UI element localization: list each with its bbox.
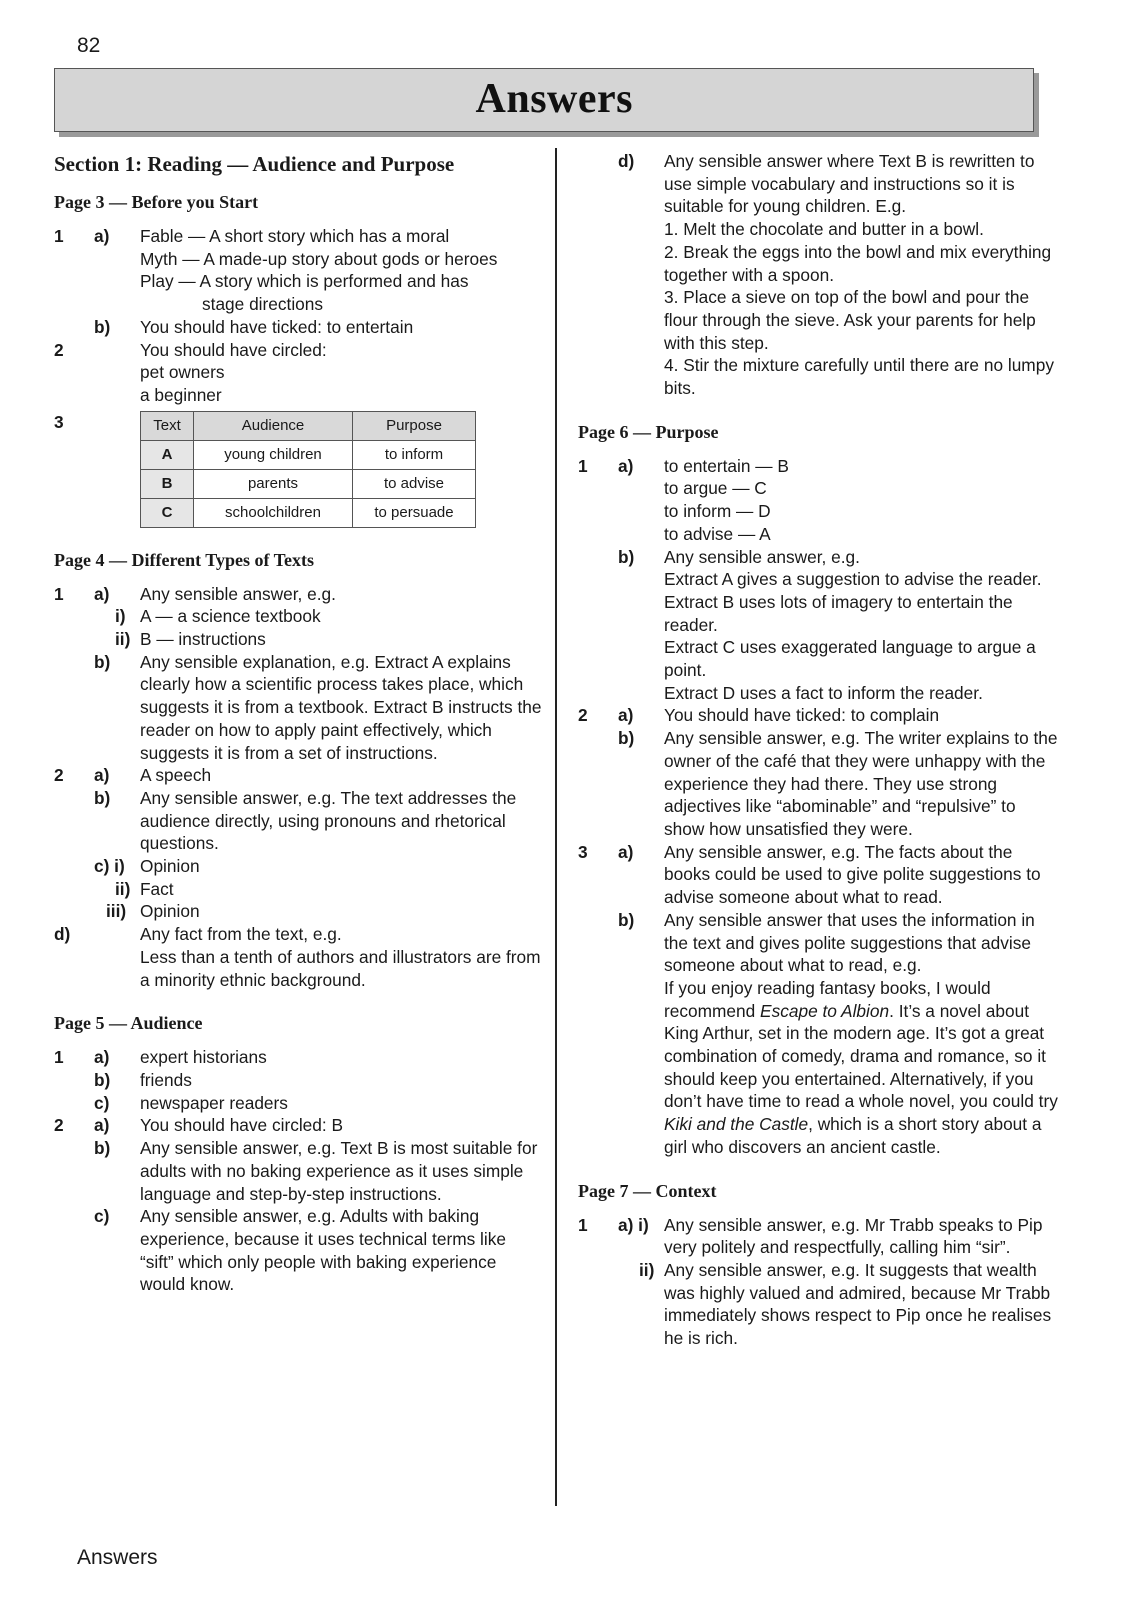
p5-q2b — [54, 1137, 544, 1205]
question-number: 1 — [54, 583, 64, 604]
question-number: 1 — [54, 1047, 64, 1068]
part-label: a) — [94, 765, 110, 786]
question-number: 2 — [54, 765, 64, 786]
table-row — [141, 469, 476, 498]
page7-heading: Page 7 — Context — [578, 1180, 717, 1201]
answer-text: newspaper readers — [140, 1092, 288, 1113]
part-label: b) — [94, 787, 111, 808]
answers-banner — [54, 68, 1034, 132]
p4-q1a — [54, 583, 544, 606]
p6-q1a — [578, 455, 1058, 546]
book-title: Kiki and the Castle — [664, 1114, 809, 1135]
answer-line: You should have circled: — [140, 339, 327, 360]
answer-line: Extract D uses a fact to inform the reader. — [664, 682, 983, 703]
part-label: ii) — [115, 878, 131, 899]
part-label: a) — [618, 455, 634, 476]
table-cell: to persuade — [353, 498, 476, 527]
table-header: Text — [141, 411, 194, 440]
part-label: i) — [115, 606, 126, 627]
footer-label: Answers — [77, 1546, 158, 1569]
table-header-row — [141, 411, 476, 440]
part-label: a) i) — [618, 1214, 649, 1235]
table-cell: C — [141, 498, 194, 527]
p3-q1b — [54, 316, 544, 339]
table-cell: young children — [194, 440, 353, 469]
banner-title: Answers — [475, 76, 633, 122]
part-label: d) — [618, 151, 635, 171]
section-title: Section 1: Reading — Audience and Purpose — [54, 152, 455, 176]
table-header: Purpose — [353, 411, 476, 440]
answer-text: Any sensible answer where Text B is rewritten to use simple vocabulary and instructions so it is suitable for young children. E.g. — [664, 151, 1035, 217]
p4-q2a — [54, 764, 544, 787]
answer-line: 4. Stir the mixture carefully until there are no lumpy bits. — [664, 355, 1054, 399]
p5-q2c — [54, 1205, 544, 1296]
answer-line: to argue — C — [664, 478, 767, 499]
question-number: 3 — [54, 411, 64, 432]
answer-text: Fact — [140, 878, 174, 899]
column-divider — [555, 148, 557, 1506]
answer-line: to inform — D — [664, 501, 771, 522]
question-number: 2 — [54, 339, 64, 360]
p7-q1aii — [578, 1259, 1058, 1350]
part-label: b) — [618, 909, 635, 930]
part-label: c) i) — [94, 856, 125, 877]
p3-q1a — [54, 225, 544, 316]
p6-q2b — [578, 727, 1058, 841]
question-number: 1 — [578, 455, 588, 476]
p3-q3 — [54, 411, 544, 528]
page6-heading: Page 6 — Purpose — [578, 421, 719, 442]
part-label: b) — [618, 728, 635, 749]
p4-q2cii — [54, 878, 544, 901]
table-cell: schoolchildren — [194, 498, 353, 527]
table-cell: to inform — [353, 440, 476, 469]
answer-line: a beginner — [140, 384, 222, 405]
answer-line: Any fact from the text, e.g. — [140, 924, 342, 945]
p7-q1ai — [578, 1214, 1058, 1259]
answer-line: to advise — A — [664, 523, 771, 544]
audience-purpose-table — [140, 411, 476, 528]
part-label: c) — [94, 1206, 110, 1227]
answer-text: A — a science textbook — [140, 606, 321, 627]
answer-line: pet owners — [140, 362, 225, 383]
answer-text: Any sensible answer, e.g. Mr Trabb speaks to Pip very politely and respectfully, calling him “sir”. — [664, 1214, 1043, 1258]
part-label: b) — [618, 546, 635, 567]
question-number: 1 — [54, 226, 64, 246]
book-title: Escape to Albion — [760, 1000, 890, 1021]
answer-line: Play — A story which is performed and has — [140, 271, 469, 292]
answer-line: Extract A gives a suggestion to advise the reader. — [664, 569, 1042, 590]
table-cell: B — [141, 469, 194, 498]
answer-text: You should have ticked: to entertain — [140, 316, 414, 337]
p4-q1ai — [54, 605, 544, 628]
answer-text: B — instructions — [140, 629, 266, 650]
answer-text: Any sensible answer, e.g. The text addresses the audience directly, using pronouns and rhetorical questions. — [140, 787, 517, 854]
part-label: b) — [94, 651, 111, 672]
answer-line: Extract B uses lots of imagery to entertain the reader. — [664, 591, 1013, 635]
answer-line: 1. Melt the chocolate and butter in a bowl. — [664, 219, 984, 240]
answer-text: You should have circled: B — [140, 1115, 344, 1136]
p4-q1aii — [54, 628, 544, 651]
answer-line: stage directions — [202, 294, 324, 315]
p4-q2ci — [54, 855, 544, 878]
page4-heading: Page 4 — Different Types of Texts — [54, 549, 314, 570]
answer-text: Any sensible answer that uses the information in the text and gives polite suggestions that advise someone about what to read, e.g. — [664, 909, 1035, 976]
p6-q3b — [578, 909, 1058, 1159]
left-column — [54, 150, 544, 1296]
p5-q1c — [54, 1092, 544, 1115]
part-label: a) — [94, 1047, 110, 1068]
table-row — [141, 498, 476, 527]
right-column — [578, 150, 1058, 1350]
answer-text: Any sensible answer, e.g. The writer explains to the owner of the café that they were unhappy with the experience they had there. They use strong adjectives like “abominable” and “repulsive” to show how unsatisfied they were. — [664, 728, 1058, 839]
answer-text: expert historians — [140, 1047, 267, 1068]
table-cell: to advise — [353, 469, 476, 498]
page3-heading: Page 3 — Before you Start — [54, 192, 259, 212]
answer-text: Any sensible explanation, e.g. Extract A explains clearly how a scientific process takes place, which suggests it is from a textbook. Extract B instructs the reader on how to apply paint effectively, which suggests it is from a set of instructions. — [140, 651, 542, 763]
answer-line: Any sensible answer, e.g. — [664, 546, 860, 567]
question-number: 1 — [578, 1214, 588, 1235]
p6-q3a — [578, 841, 1058, 909]
p5-q1a — [54, 1046, 544, 1069]
example-answer — [664, 977, 1058, 1159]
question-number: 2 — [54, 1115, 64, 1136]
answer-text: If you enjoy reading fantasy books, I would recommend — [664, 977, 991, 1021]
part-label: a) — [618, 705, 634, 726]
answer-line: Less than a tenth of authors and illustrators are from a minority ethnic background. — [140, 946, 541, 990]
part-label: ii) — [639, 1259, 655, 1280]
answer-text: Any sensible answer, e.g. Adults with baking experience, because it uses technical terms like “sift” which only people with baking experience would know. — [140, 1206, 506, 1295]
answer-line: Fable — A short story which has a moral — [140, 226, 450, 246]
question-number: 2 — [578, 705, 588, 726]
table-cell: parents — [194, 469, 353, 498]
part-label: c) — [94, 1092, 110, 1113]
table-header: Audience — [194, 411, 353, 440]
answer-text: Any sensible answer, e.g. It suggests that wealth was highly valued and admired, because Mr Trabb immediately shows respect to Pip once he realises he is rich. — [664, 1259, 1052, 1349]
answer-text: . It’s a novel about King Arthur, set in the modern age. It’s got a great combination of comedy, drama and romance, so it should keep you entertained. Alternatively, if you don’t have time to read a whole novel, you could try — [664, 1000, 1058, 1112]
answer-text: You should have ticked: to complain — [664, 705, 940, 726]
part-label: b) — [94, 316, 111, 337]
answer-text: A speech — [140, 765, 212, 786]
question-number: 3 — [578, 841, 588, 862]
p4-q2b — [54, 787, 544, 855]
answer-text: Opinion — [140, 856, 200, 877]
answer-text: friends — [140, 1069, 192, 1090]
table-row — [141, 440, 476, 469]
part-label: b) — [94, 1069, 111, 1090]
answer-text: Opinion — [140, 901, 200, 922]
p4-q2d — [54, 923, 544, 991]
part-label: iii) — [106, 901, 127, 922]
answer-line: to entertain — B — [664, 455, 789, 476]
p4-q2ciii — [54, 900, 544, 923]
p6-q2a — [578, 704, 1058, 727]
answer-text: Any sensible answer, e.g. — [140, 583, 336, 604]
part-label: d) — [54, 924, 71, 945]
p5-q2a — [54, 1114, 544, 1137]
part-label: a) — [94, 583, 110, 604]
p6-q1b — [578, 546, 1058, 705]
answer-text: , which is a short story about a girl who discovers an ancient castle. — [664, 1114, 1042, 1157]
p5-q1b — [54, 1069, 544, 1092]
p4-q1b — [54, 651, 544, 765]
answer-text: Any sensible answer, e.g. The facts about the books could be used to give polite suggestions to advise someone about what to read. — [664, 841, 1041, 908]
answer-line: Myth — A made-up story about gods or heroes — [140, 248, 498, 269]
p5-q2d — [578, 150, 1058, 400]
page-number: 82 — [77, 34, 101, 57]
answer-line: 3. Place a sieve on top of the bowl and pour the flour through the sieve. Ask your parents for help with this step. — [664, 287, 1036, 353]
part-label: a) — [618, 841, 634, 862]
part-label: ii) — [115, 629, 131, 650]
answer-line: 2. Break the eggs into the bowl and mix everything together with a spoon. — [664, 241, 1052, 285]
table-cell: A — [141, 440, 194, 469]
part-label: b) — [94, 1138, 111, 1159]
p3-q2 — [54, 339, 544, 407]
part-label: a) — [94, 1115, 110, 1136]
part-label: a) — [94, 226, 110, 246]
answer-text: Any sensible answer, e.g. Text B is most suitable for adults with no baking experience as it uses simple language and step-by-step instructions. — [140, 1138, 538, 1204]
page5-heading: Page 5 — Audience — [54, 1013, 203, 1034]
answer-line: Extract C uses exaggerated language to argue a point. — [664, 637, 1036, 681]
